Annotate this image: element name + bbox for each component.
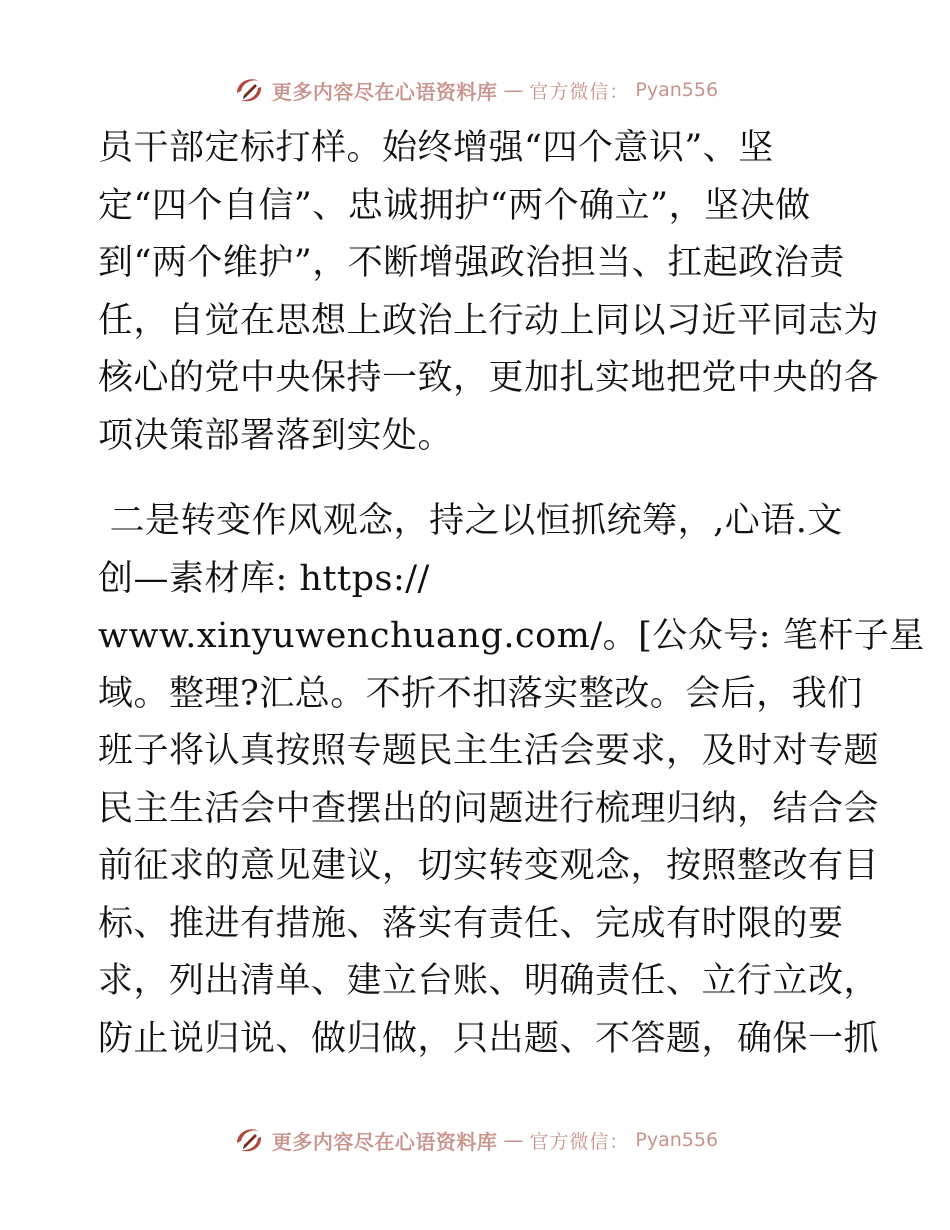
footer-official-label: 官方微信： xyxy=(529,1130,630,1153)
header-wechat-id: Pyan556 xyxy=(635,79,719,101)
header-banner xyxy=(0,70,950,110)
text-line: 创—素材库: https:// xyxy=(98,558,430,599)
text-line: 员干部定标打样。始终增强“四个意识”、坚 xyxy=(98,128,774,168)
paragraph-spacer xyxy=(98,465,878,493)
header-dash: — xyxy=(503,78,524,102)
footer-dash: — xyxy=(503,1128,524,1152)
header-tagline: 更多内容尽在心语资料库 xyxy=(271,79,498,104)
text-line: 民主生活会中查摆出的问题进行梳理归纳，结合会 xyxy=(98,788,880,829)
text-line: 班子将认真按照专题民主生活会要求，及时对专题 xyxy=(98,731,880,771)
text-line: 求，列出清单、建立台账、明确责任、立行立改， xyxy=(98,961,880,1001)
text-line: www.xinyuwenchuang.com/。[公众号: 笔杆子星 xyxy=(98,616,925,656)
text-line: 防止说归说、做归做，只出题、不答题，确保一抓 xyxy=(98,1018,880,1059)
text-line: 二是转变作风观念，持之以恒抓统筹，,心语.文 xyxy=(98,501,843,541)
header-official-label: 官方微信： xyxy=(529,80,630,103)
footer-tagline: 更多内容尽在心语资料库 xyxy=(271,1129,498,1154)
text-line: 前征求的意见建议，切实转变观念，按照整改有目 xyxy=(98,846,880,886)
text-line: 域。整理?汇总。不折不扣落实整改。会后，我们 xyxy=(98,673,863,714)
footer-banner xyxy=(0,1120,950,1160)
pen-swirl-logo-icon xyxy=(232,73,266,107)
text-line: 到“两个维护”，不断增强政治担当、扛起政治责 xyxy=(98,243,845,283)
text-line: 项决策部署落到实处。 xyxy=(98,415,454,456)
text-line: 标、推进有措施、落实有责任、完成有时限的要 xyxy=(98,903,844,944)
document-body xyxy=(98,120,925,1068)
pen-swirl-logo-icon xyxy=(232,1123,266,1157)
text-line: 定“四个自信”、忠诚拥护“两个确立”，坚决做 xyxy=(98,185,811,226)
footer-wechat-id: Pyan556 xyxy=(635,1129,719,1151)
text-line: 任，自觉在思想上政治上行动上同以习近平同志为 xyxy=(98,300,880,341)
text-line: 核心的党中央保持一致，更加扎实地把党中央的各 xyxy=(98,358,880,398)
